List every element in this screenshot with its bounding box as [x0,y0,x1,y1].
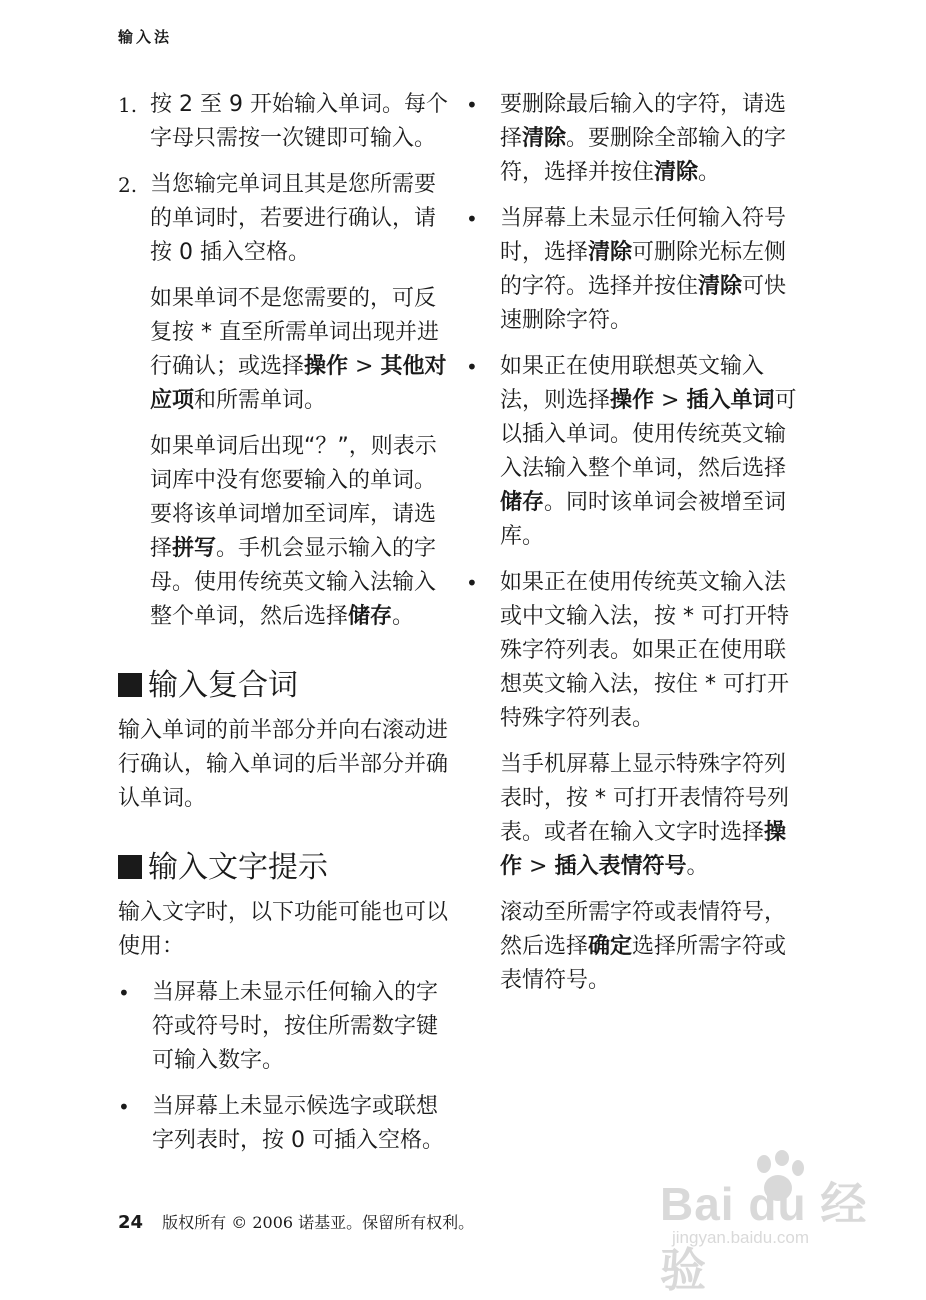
paragraph-emoticons [466,748,801,884]
numbered-step [118,88,453,156]
bullet-icon: • [118,1095,130,1119]
text-run: > [348,354,381,379]
text-run: > [522,854,555,879]
text-run: 和所需单词。 [194,388,327,413]
square-bullet-icon [118,673,142,697]
bullet-icon: • [466,355,478,379]
text-run: > [654,388,687,413]
bullet-item [118,976,453,1078]
menu-term: 其他对应项 [150,354,447,413]
paragraph-spell [118,430,453,634]
text-run: 。要删除全部输入的字符，选择并按住 [500,126,787,185]
text-run: 滚动至所需字符或表情符号，然后选择 [500,900,787,959]
running-header: 输入法 [118,28,173,46]
menu-term: 清除 [698,274,743,299]
right-column [466,88,801,1010]
text-run: 当手机屏幕上显示特殊字符列表时，按 * 可打开表情符号列表。或者在输入文字时选择 [500,752,789,845]
menu-term: 操作 [500,820,787,879]
page-footer [118,1210,474,1233]
text-run: 可以插入单词。使用传统英文输入法输入整个单词，然后选择 [500,388,797,481]
bullet-icon: • [466,93,478,117]
menu-term: 清除 [522,126,567,151]
bullet-item [118,1090,453,1158]
text-run: 当屏幕上未显示任何输入符号时，选择 [500,206,787,265]
text-run: 可快速删除字符。 [500,274,787,333]
menu-term: 清除 [588,240,633,265]
section-intro: 输入文字时，以下功能可能也可以使用： [118,900,449,959]
menu-term: 插入单词 [686,388,775,413]
copyright-notice: 版权所有 © 2006 诺基亚。保留所有权利。 [162,1213,475,1232]
bullet-icon: • [466,571,478,595]
bullet-text: 当屏幕上未显示任何输入的字符或符号时，按住所需数字键可输入数字。 [152,980,439,1073]
numbered-step [118,168,453,270]
menu-term: 确定 [588,934,633,959]
watermark-brand: Bai du 经验 [660,1178,868,1296]
step-number: 1. [118,93,138,117]
section-heading-compound [118,666,453,706]
menu-term: 储存 [500,490,545,515]
bullet-item [466,202,801,338]
text-run: 可删除光标左侧的字符。选择并按住 [500,240,787,299]
text-run: 选择所需字符或表情符号。 [500,934,787,993]
bullet-icon: • [118,981,130,1005]
heading-text: 输入复合词 [148,668,298,703]
step-number: 2. [118,173,138,197]
bullet-item [466,566,801,736]
section-body: 输入单词的前半部分并向右滚动进行确认，输入单词的后半部分并确认单词。 [118,718,449,811]
text-run: 如果正在使用联想英文输入法，则选择 [500,354,765,413]
paragraph-select [466,896,801,998]
bullet-item [466,350,801,554]
text-run: 如果单词后出现“？”，则表示词库中没有您要输入的单词。要将该单词增加至词库，请选择 [150,434,437,561]
text-run: 。同时该单词会被增至词库。 [500,490,787,549]
paragraph-alt-words [118,282,453,418]
text-run: 如果单词不是您需要的，可反复按 * 直至所需单词出现并进行确认；或选择 [150,286,439,379]
left-column [118,88,453,1170]
square-bullet-icon [118,855,142,879]
step-text: 当您输完单词且其是您所需要的单词时，若要进行确认，请按 0 插入空格。 [150,172,437,265]
text-run: 。 [698,160,721,185]
menu-term: 操作 [610,388,655,413]
menu-term: 插入表情符号 [554,854,687,879]
section-heading-tips [118,848,453,888]
page-number: 24 [118,1212,144,1233]
text-run: 。 [686,854,709,879]
bullet-text: 当屏幕上未显示候选字或联想字列表时，按 0 可插入空格。 [152,1094,444,1153]
menu-term: 拼写 [172,536,217,561]
text-run: 。 [392,604,415,629]
text-run: 。手机会显示输入的字母。使用传统英文输入法输入整个单词，然后选择 [150,536,437,629]
watermark-url: jingyan.baidu.com [672,1228,810,1247]
bullet-text: 如果正在使用传统英文输入法或中文输入法，按 * 可打开特殊字符列表。如果正在使用联想英文输入法，按住 * 可打开特殊字符列表。 [500,570,789,731]
bullet-item [466,88,801,190]
step-text: 按 2 至 9 开始输入单词。每个字母只需按一次键即可输入。 [150,92,448,151]
menu-term: 清除 [654,160,699,185]
text-run: 要删除最后输入的字符，请选择 [500,92,787,151]
bullet-icon: • [466,207,478,231]
heading-text: 输入文字提示 [148,850,328,885]
baidu-watermark [660,1150,890,1296]
menu-term: 操作 [304,354,349,379]
menu-term: 储存 [348,604,393,629]
